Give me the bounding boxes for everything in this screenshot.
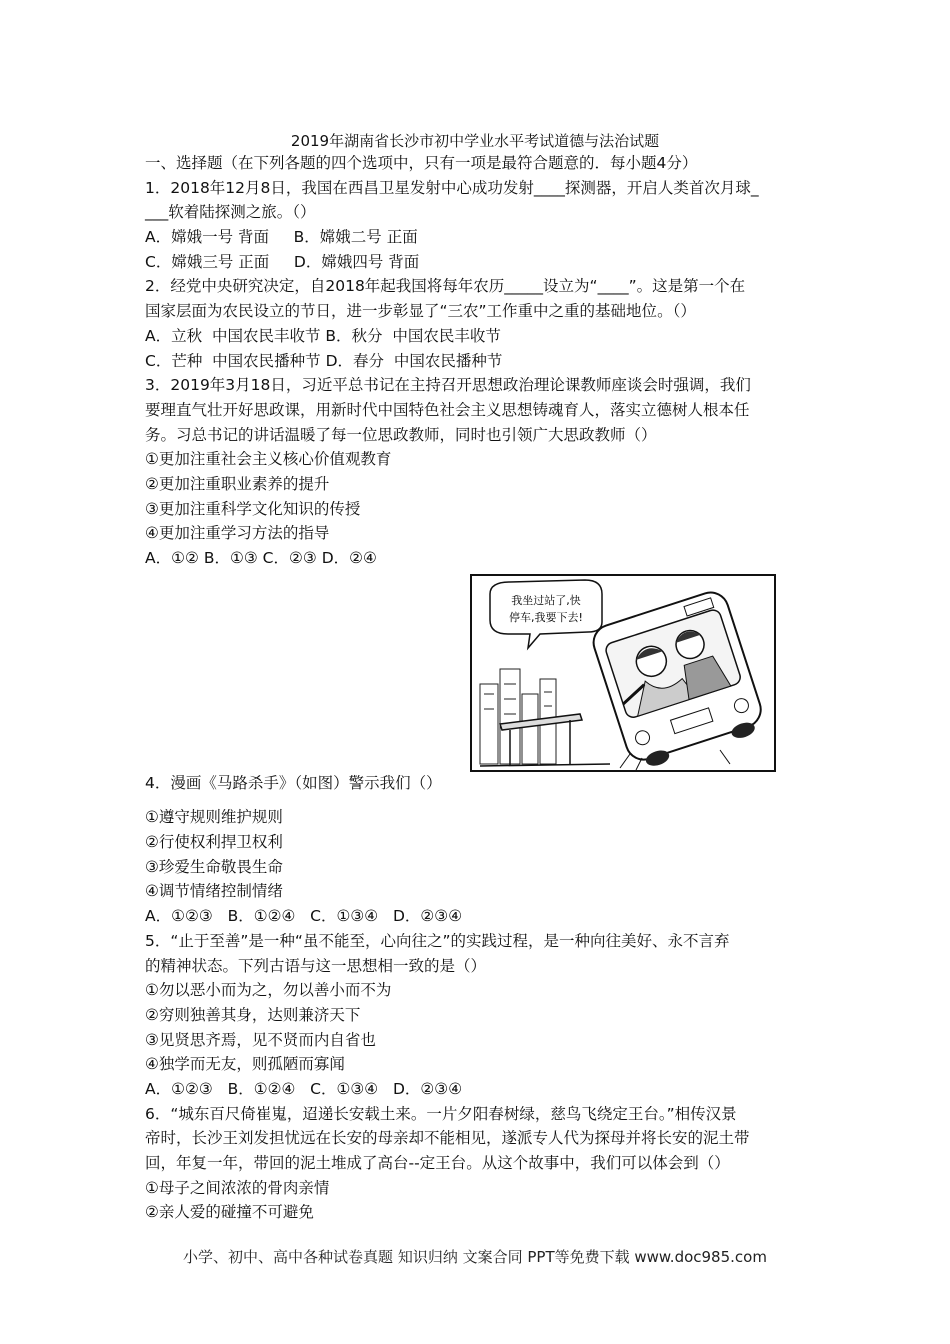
- question-5-item-3: ③见贤思齐焉，见不贤而内自省也: [145, 1030, 376, 1049]
- question-3-item-2: ②更加注重职业素养的提升: [145, 474, 330, 493]
- question-1-line-1: 1．2018年12月8日，我国在西昌卫星发射中心成功发射____探测器，开启人类首次月球_: [145, 178, 759, 197]
- question-6-item-1: ①母子之间浓浓的骨肉亲情: [145, 1178, 330, 1197]
- question-2-line-2: 国家层面为农民设立的节日，进一步彰显了“三农”工作重中之重的基础地位。（）: [145, 302, 696, 321]
- question-3-item-4: ④更加注重学习方法的指导: [145, 524, 330, 543]
- question-4-item-3: ③珍爱生命敬畏生命: [145, 857, 283, 876]
- question-5-item-1: ①勿以恶小而为之，勿以善小而不为: [145, 981, 392, 1000]
- question-2-options-ab: A．立秋 中国农民丰收节 B．秋分 中国农民丰收节: [145, 326, 501, 345]
- question-5-item-2: ②穷则独善其身，达则兼济天下: [145, 1005, 361, 1024]
- question-4-line-1: 4．漫画《马路杀手》（如图）警示我们（）: [145, 773, 442, 792]
- question-6-line-1: 6．“城东百尺倚崔嵬，迢递长安载土来。一片夕阳春树绿，慈鸟飞绕定王台。”相传汉景: [145, 1104, 737, 1123]
- question-5-line-2: 的精神状态。下列古语与这一思想相一致的是（）: [145, 956, 487, 975]
- question-1-options-ab: A．嫦娥一号 背面 B．嫦娥二号 正面: [145, 228, 418, 247]
- spacer: [145, 795, 815, 805]
- question-4-item-1: ①遵守规则维护规则: [145, 808, 283, 827]
- question-1-line-2: ___软着陆探测之旅。（）: [145, 203, 316, 222]
- page-title: 2019年湖南省长沙市初中学业水平考试道德与法治试题: [290, 132, 660, 150]
- question-3-item-3: ③更加注重科学文化知识的传授: [145, 499, 361, 518]
- question-3-line-2: 要理直气壮开好思政课，用新时代中国特色社会主义思想铸魂育人，落实立德树人根本任: [145, 400, 750, 419]
- question-5-line-1: 5．“止于至善”是一种“虽不能至，心向往之”的实践过程，是一种向往美好、永不言弃: [145, 931, 730, 950]
- question-3-answers: A．①② B．①③ C．②③ D．②④: [145, 549, 377, 567]
- section-heading: 一、选择题（在下列各题的四个选项中，只有一项是最符合题意的．每小题4分）: [145, 154, 698, 172]
- question-5-item-4: ④独学而无友，则孤陋而寡闻: [145, 1055, 345, 1074]
- question-3-line-1: 3．2019年3月18日，习近平总书记在主持召开思想政治理论课教师座谈会时强调，我们: [145, 376, 751, 395]
- cartoon-illustration: [470, 574, 776, 772]
- question-2-line-1: 2．经党中央研究决定，自2018年起我国将每年农历_____设立为“____”。这是第一个在: [145, 277, 746, 296]
- question-4-item-4: ④调节情绪控制情绪: [145, 882, 283, 901]
- page-footer: 小学、初中、高中各种试卷真题 知识归纳 文案合同 PPT等免费下载 www.doc985.com: [183, 1248, 767, 1266]
- question-3-line-3: 务。习总书记的讲话温暖了每一位思政教师，同时也引领广大思政教师（）: [145, 425, 657, 444]
- question-1-options-cd: C．嫦娥三号 正面 D．嫦娥四号 背面: [145, 252, 420, 271]
- question-5-answers: A．①②③ B．①②④ C．①③④ D．②③④: [145, 1079, 463, 1098]
- bubble-text-line-2: 停车,我要下去!: [509, 611, 583, 624]
- question-3-item-1: ①更加注重社会主义核心价值观教育: [145, 450, 392, 469]
- question-4-item-2: ②行使权利捍卫权利: [145, 833, 283, 852]
- question-6-line-2: 帝时，长沙王刘发担忧远在长安的母亲却不能相见，遂派专人代为探母并将长安的泥土带: [145, 1129, 750, 1148]
- question-4-answers: A．①②③ B．①②④ C．①③④ D．②③④: [145, 907, 463, 926]
- question-6-item-2: ②亲人爱的碰撞不可避免: [145, 1203, 314, 1222]
- question-6-line-3: 回，年复一年，带回的泥土堆成了高台--定王台。从这个故事中，我们可以体会到（）: [145, 1154, 730, 1172]
- question-2-options-cd: C．芒种 中国农民播种节 D．春分 中国农民播种节: [145, 351, 503, 370]
- bubble-text-line-1: 我坐过站了,快: [511, 594, 581, 607]
